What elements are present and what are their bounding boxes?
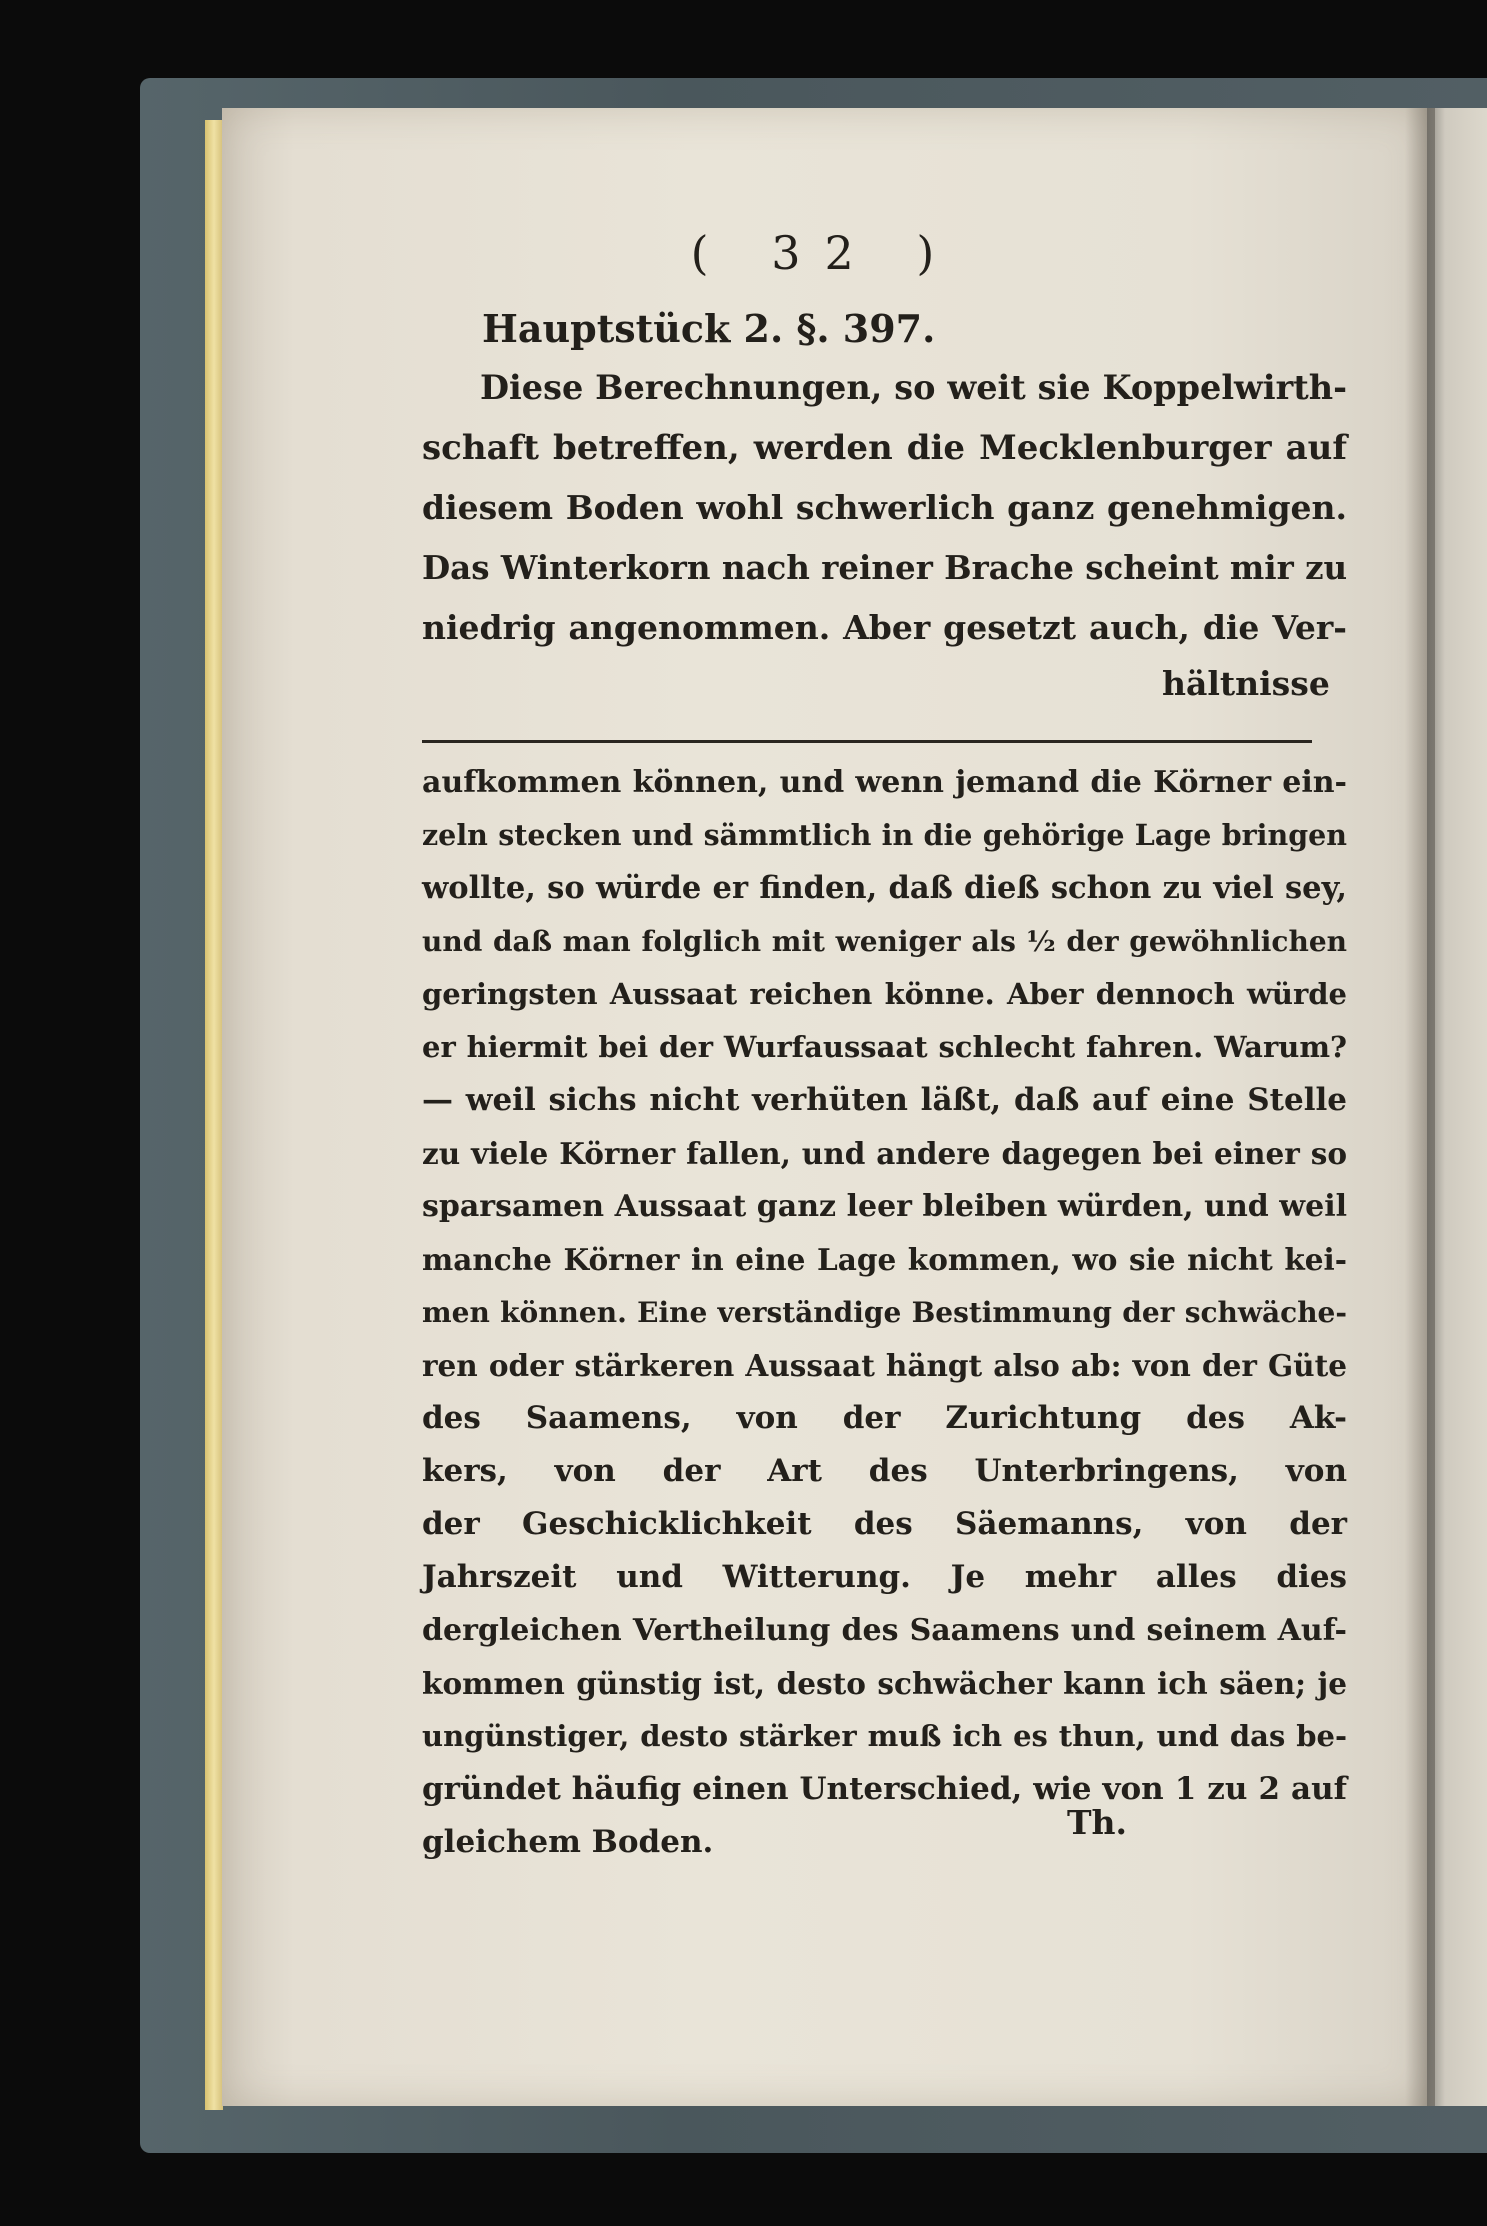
text-line: der Geschicklichkeit des Säemanns, von der xyxy=(422,1506,1347,1542)
text-line: diesem Boden wohl schwerlich ganz genehmigen. xyxy=(422,488,1347,527)
text-line: wollte, so würde er finden, daß dieß schon zu viel sey, xyxy=(422,870,1347,906)
text-line: schaft betreffen, werden die Mecklenburger auf xyxy=(422,428,1347,468)
upper-paragraph xyxy=(422,358,1347,658)
catchword: hältnisse xyxy=(1162,664,1330,703)
footnote-rule xyxy=(422,740,1312,743)
text-line: men können. Eine verständige Bestimmung der schwäche- xyxy=(422,1296,1347,1329)
gilt-page-edge xyxy=(205,120,223,2110)
text-line: dergleichen Vertheilung des Saamens und seinem Auf- xyxy=(422,1613,1347,1648)
text-line: manche Körner in eine Lage kommen, wo sie nicht kei- xyxy=(422,1242,1347,1277)
book-page xyxy=(222,108,1427,2106)
text-line: niedrig angenommen. Aber gesetzt auch, die Ver- xyxy=(422,608,1347,647)
page-number: ( 32 ) xyxy=(690,226,959,280)
text-line: ren oder stärkeren Aussaat hängt also ab: von der Güte xyxy=(422,1348,1347,1383)
text-line: zeln stecken und sämmtlich in die gehörige Lage bringen xyxy=(422,818,1347,852)
text-line: Jahrszeit und Witterung. Je mehr alles dies xyxy=(422,1559,1347,1595)
text-line: kers, von der Art des Unterbringens, von xyxy=(422,1453,1347,1489)
text-line: gründet häufig einen Unterschied, wie von 1 zu 2 auf xyxy=(422,1771,1347,1807)
text-line: Das Winterkorn nach reiner Brache scheint mir zu xyxy=(422,548,1348,587)
text-line: — weil sichs nicht verhüten läßt, daß auf eine Stelle xyxy=(422,1082,1347,1118)
text-line: Diese Berechnungen, so weit sie Koppelwirth- xyxy=(480,368,1347,407)
text-line: kommen günstig ist, desto schwächer kann ich säen; je xyxy=(422,1666,1347,1701)
text-line: gleichem Boden. xyxy=(422,1824,714,1860)
facing-page-edge xyxy=(1427,108,1487,2106)
signature-initials: Th. xyxy=(1067,1803,1128,1842)
text-line: ungünstiger, desto stärker muß ich es thun, und das be- xyxy=(422,1719,1347,1753)
section-reference: Hauptstück 2. §. 397. xyxy=(482,306,936,351)
gutter-shadow xyxy=(1405,108,1435,2106)
text-line: geringsten Aussaat reichen könne. Aber dennoch würde xyxy=(422,977,1347,1011)
text-line: er hiermit bei der Wurfaussaat schlecht fahren. Warum? xyxy=(422,1030,1347,1064)
footnote-paragraph xyxy=(422,756,1347,1869)
text-line: zu viele Körner fallen, und andere dagegen bei einer so xyxy=(422,1136,1347,1171)
text-line: aufkommen können, und wenn jemand die Körner ein- xyxy=(422,765,1347,800)
text-line: sparsamen Aussaat ganz leer bleiben würden, und weil xyxy=(422,1189,1347,1224)
text-line: des Saamens, von der Zurichtung des Ak- xyxy=(422,1400,1347,1436)
text-line: und daß man folglich mit weniger als ½ der gewöhnlichen xyxy=(422,925,1347,958)
